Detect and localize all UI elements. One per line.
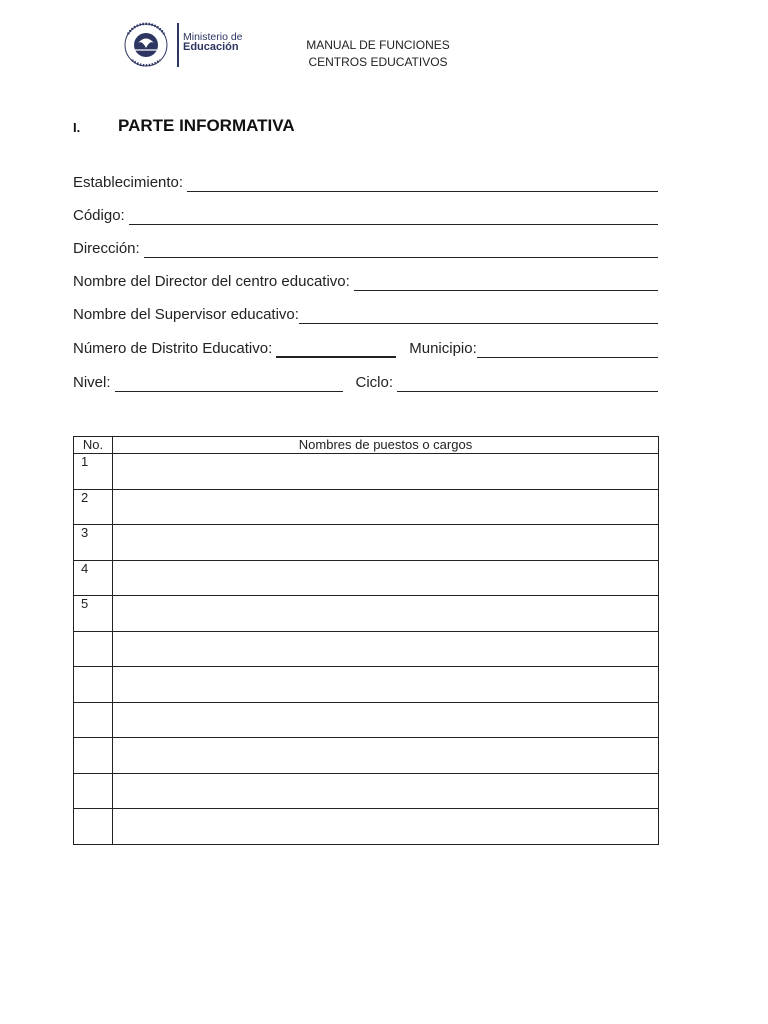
- table-row: [74, 596, 659, 632]
- row-number: [74, 702, 113, 738]
- role-name-cell[interactable]: [113, 667, 659, 703]
- logo-divider: [177, 23, 179, 67]
- establecimiento-input-line[interactable]: [187, 174, 658, 192]
- row-number: [74, 773, 113, 809]
- table-row: [74, 773, 659, 809]
- table-row: [74, 738, 659, 774]
- table-row: [74, 631, 659, 667]
- field-label: Dirección:: [73, 240, 140, 257]
- field-label: Ciclo:: [355, 374, 394, 391]
- supervisor-input-line[interactable]: [299, 306, 658, 324]
- ministry-logo: [120, 20, 260, 70]
- table-row: [74, 489, 659, 525]
- role-name-cell[interactable]: [113, 454, 659, 490]
- ministry-label: Ministerio de: [183, 31, 243, 43]
- row-number: [74, 631, 113, 667]
- document-header-title: [268, 37, 488, 71]
- role-name-cell[interactable]: [113, 596, 659, 632]
- nivel-input-line[interactable]: [115, 374, 343, 392]
- field-label: Municipio:: [409, 340, 477, 357]
- director-input-line[interactable]: [354, 273, 658, 291]
- field-label: Nombre del Director del centro educativo:: [73, 273, 350, 290]
- header-title-line1: MANUAL DE FUNCIONES: [306, 38, 450, 52]
- role-name-cell[interactable]: [113, 702, 659, 738]
- role-name-cell[interactable]: [113, 809, 659, 845]
- table-row: [74, 809, 659, 845]
- ciclo-input-line[interactable]: [397, 374, 658, 392]
- row-number: [74, 738, 113, 774]
- table-row: [74, 667, 659, 703]
- distrito-input-line[interactable]: [276, 339, 396, 358]
- table-row: [74, 525, 659, 561]
- table-row: [74, 702, 659, 738]
- field-codigo: [73, 205, 658, 225]
- row-number: 1: [74, 454, 113, 490]
- role-name-cell[interactable]: [113, 560, 659, 596]
- field-establecimiento: [73, 172, 658, 192]
- field-direccion: [73, 238, 658, 258]
- field-label: Código:: [73, 207, 125, 224]
- section-title: PARTE INFORMATIVA: [118, 116, 295, 135]
- roles-table: [73, 436, 659, 845]
- role-name-cell[interactable]: [113, 631, 659, 667]
- section-number: I.: [73, 120, 81, 135]
- field-supervisor: [73, 304, 658, 324]
- column-header-name: Nombres de puestos o cargos: [113, 437, 659, 454]
- direccion-input-line[interactable]: [144, 240, 658, 258]
- row-number: [74, 667, 113, 703]
- role-name-cell[interactable]: [113, 773, 659, 809]
- row-number: 4: [74, 560, 113, 596]
- table-header-row: [74, 437, 659, 454]
- field-nivel-ciclo: [73, 372, 658, 392]
- field-director: [73, 271, 658, 291]
- field-label: Establecimiento:: [73, 174, 184, 191]
- field-label: Nivel:: [73, 374, 111, 391]
- municipio-input-line[interactable]: [477, 340, 658, 358]
- column-header-no: No.: [74, 437, 113, 454]
- guatemala-seal-icon: [120, 20, 176, 70]
- field-label: Nombre del Supervisor educativo:: [73, 306, 299, 323]
- row-number: 3: [74, 525, 113, 561]
- codigo-input-line[interactable]: [129, 207, 658, 225]
- table-row: [74, 454, 659, 490]
- role-name-cell[interactable]: [113, 738, 659, 774]
- role-name-cell[interactable]: [113, 489, 659, 525]
- row-number: 2: [74, 489, 113, 525]
- row-number: [74, 809, 113, 845]
- ministry-name: Educación: [183, 41, 239, 53]
- field-label: Número de Distrito Educativo:: [73, 340, 273, 357]
- field-distrito-municipio: [73, 338, 658, 358]
- header-title-line2: CENTROS EDUCATIVOS: [308, 55, 448, 69]
- table-row: [74, 560, 659, 596]
- role-name-cell[interactable]: [113, 525, 659, 561]
- row-number: 5: [74, 596, 113, 632]
